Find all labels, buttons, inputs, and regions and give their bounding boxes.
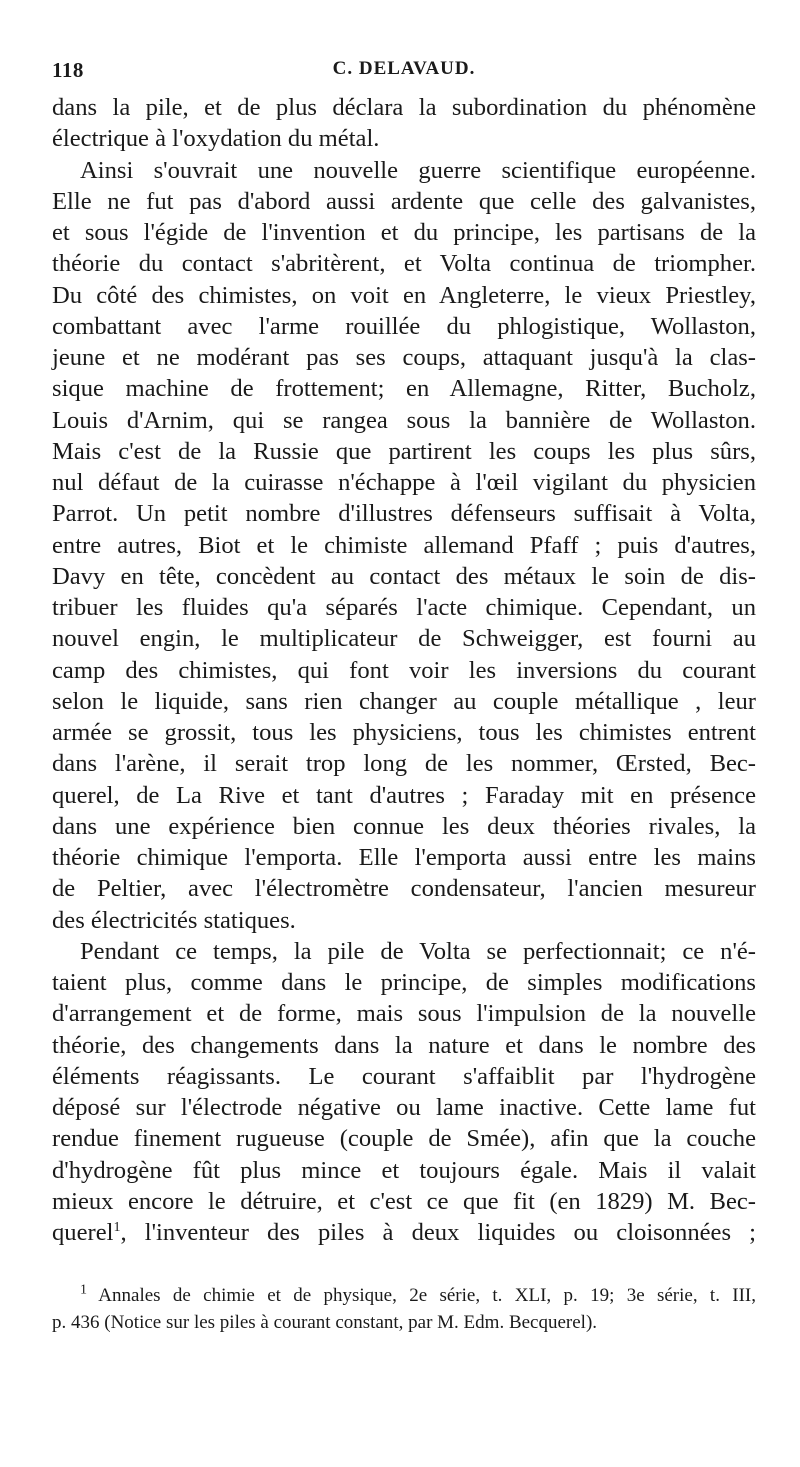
text-line: Davy en tête, concèdent au contact des métaux le soin de dis- [52,562,756,590]
text-line: dans une expérience bien connue les deux théories rivales, la [52,812,756,840]
text-line: jeune et ne modérant pas ses coups, attaquant jusqu'à la clas- [52,344,756,371]
footnote-line [52,1282,756,1309]
text-line: entre autres, Biot et le chimiste allemand Pfaff ; puis d'autres, [52,531,756,559]
running-title: C. DELAVAUD. [332,58,476,79]
text-line: d'hydrogène fût plus mince et toujours égale. Mais il valait [52,1156,756,1184]
text-line: de Peltier, avec l'électromètre condensateur, l'ancien mesureur [52,875,756,903]
text-line: mieux encore le détruire, et c'est ce que fit (en 1829) M. Bec- [52,1187,756,1215]
text-fragment: querel [52,1219,114,1246]
text-line: camp des chimistes, qui font voir les inversions du courant [52,656,756,684]
text-line: électrique à l'oxydation du métal. [52,125,380,153]
text-line: Elle ne fut pas d'abord aussi ardente que celle des galvanistes, [52,187,756,215]
text-line: combattant avec l'arme rouillée du phlogistique, Wollaston, [52,312,756,340]
text-line: théorie du contact s'abritèrent, et Volta continua de triompher. [52,250,756,278]
text-line: d'arrangement et de forme, mais sous l'impulsion de la nouvelle [52,1000,756,1028]
text-line: querel, de La Rive et tant d'autres ; Faraday mit en présence [52,781,756,809]
page [52,58,756,1336]
text-line: dans l'arène, il serait trop long de les nommer, Œrsted, Bec- [52,750,756,778]
text-line: nul défaut de la cuirasse n'échappe à l'œil vigilant du physicien [52,469,756,496]
text-line: Louis d'Arnim, qui se rangea sous la bannière de Wollaston. [52,406,756,434]
text-fragment: , l'inventeur des piles à deux liquides ou cloisonnées ; [120,1219,756,1246]
text-line: tribuer les fluides qu'a séparés l'acte chimique. Cependant, un [52,594,756,621]
text-line: Ainsi s'ouvrait une nouvelle guerre scientifique européenne. [80,156,756,184]
text-line: théorie chimique l'emporta. Elle l'emporta aussi entre les mains [52,844,756,871]
text-line: éléments réagissants. Le courant s'affaiblit par l'hydrogène [52,1062,756,1090]
footnote-line: p. 436 (Notice sur les piles à courant constant, par M. Edm. Becquerel). [52,1312,598,1334]
text-line: rendue finement rugueuse (couple de Smée), afin que la couche [52,1125,756,1153]
text-line: déposé sur l'électrode négative ou lame inactive. Cette lame fut [52,1094,756,1121]
footnote-reference: 1 [113,1219,121,1235]
text-line: théorie, des changements dans la nature et dans le nombre des [52,1031,756,1059]
text-line: selon le liquide, sans rien changer au couple métallique , leur [52,687,756,715]
text-line: Pendant ce temps, la pile de Volta se perfectionnait; ce n'é- [80,937,756,965]
text-line: armée se grossit, tous les physiciens, tous les chimistes entrent [52,719,756,746]
footnotes [52,1282,756,1336]
text-line: des électricités statiques. [52,906,296,934]
text-line: Parrot. Un petit nombre d'illustres défenseurs suffisait à Volta, [52,500,756,528]
page-number: 118 [52,58,84,82]
text-line: sique machine de frottement; en Allemagne, Ritter, Bucholz, [52,375,756,403]
text-line-with-footnote-ref [52,1217,756,1248]
text-line: dans la pile, et de plus déclara la subordination du phénomène [52,94,756,121]
text-line: et sous l'égide de l'invention et du principe, les partisans de la [52,219,756,246]
text-line: Du côté des chimistes, on voit en Angleterre, le vieux Priestley, [52,281,756,309]
text-line: Mais c'est de la Russie que partirent les coups les plus sûrs, [52,437,756,465]
body-text [52,92,756,1248]
footnote-text: Annales de chimie et de physique, 2e série, t. XLI, p. 19; 3e série, t. III, [98,1285,757,1307]
footnote-marker: 1 [80,1282,87,1298]
running-head [52,58,756,92]
text-line: nouvel engin, le multiplicateur de Schweigger, est fourni au [52,625,756,653]
text-line: taient plus, comme dans le principe, de simples modifications [52,969,756,996]
